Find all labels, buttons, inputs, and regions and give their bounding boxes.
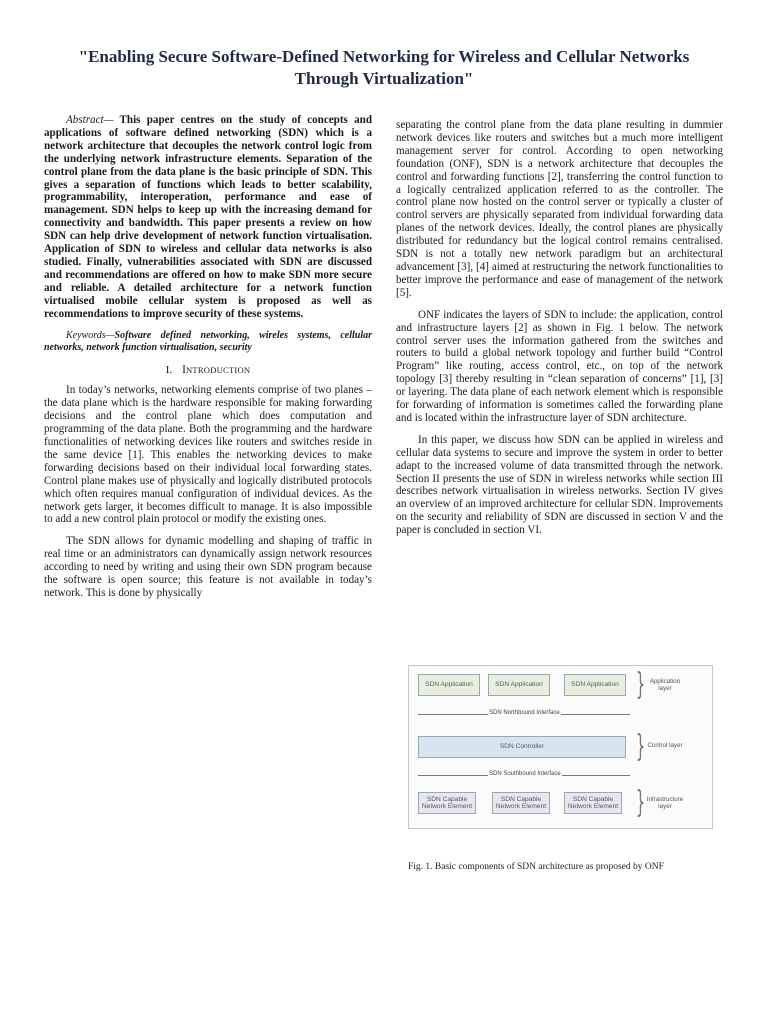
sdn-application-box-1: SDN Application <box>418 674 480 696</box>
southbound-interface <box>418 771 630 781</box>
figure-sdn-architecture <box>408 665 713 829</box>
sdn-controller-box: SDN Controller <box>418 736 626 758</box>
keywords <box>44 330 372 355</box>
section-heading-introduction <box>44 364 372 377</box>
left-paragraph-2: The SDN allows for dynamic modelling and shaping of traffic in real time or an administrators can dynamically assign network resources according to need by writing and using their own SDN program because the software is open source; this feature is not available in today’s network. This is done by physically <box>44 535 372 599</box>
section-title-initial: I <box>182 363 186 376</box>
northbound-interface <box>418 710 630 720</box>
keywords-text: Software defined networking, wireles systems, cellular networks, network function virtualisation, security <box>44 329 372 353</box>
sdn-application-box-3: SDN Application <box>564 674 626 696</box>
title-line-1: "Enabling Secure Software-Defined Networking for Wireless and Cellular Networks <box>78 47 690 66</box>
right-column <box>396 119 723 546</box>
keywords-lead: Keywords— <box>66 329 115 341</box>
network-element-box-2: SDN Capable Network Element <box>492 792 550 814</box>
section-number: I. <box>165 363 173 376</box>
layer-label-application: Application layer <box>649 678 681 693</box>
title-line-2: Through Virtualization" <box>294 69 474 88</box>
right-paragraph-1: separating the control plane from the data plane resulting in dummier network devices like routers and switches but a much more intelligent management server for control. According to open networking foundation (ONF), SDN is a network architecture that decouples the control and forwarding functions [2], transferring the control function to a logically centralized application referred to as the controller. The control plane now hosted on the control server or typically a cluster of control servers are physically separated from individual forwarding data planes of the network devices. Ideally, the control planes are physically distributed for redundancy but the logical control remains centralised. SDN is not a totally new network paradigm but an architectural advancement [3], [4] aimed at restructuring the network functionalities to better improve the performance and ease of management of the network [5]. <box>396 119 723 299</box>
section-title-rest: NTRODUCTION <box>186 364 251 375</box>
paper-title <box>40 46 728 90</box>
network-element-box-1: SDN Capable Network Element <box>418 792 476 814</box>
network-element-box-3: SDN Capable Network Element <box>564 792 622 814</box>
abstract <box>44 114 372 321</box>
left-paragraph-1: In today’s networks, networking elements comprise of two planes – the data plane which is the hardware responsible for making forwarding decisions and the control plane which does computation and programming of the data plane. Both the programming and the hardware functionalities of networking devices like routers and switches reside in the same device [1]. This enables the networking devices to make forwarding decisions based on their individual local forwarding states. Control plane makes use of physically and logically distributed protocols which often requires manual configuration of individual devices. As the network gets larger, it becomes difficult to manage. It is also impossible to add a new control plain protocol or modify the existing ones. <box>44 384 372 526</box>
abstract-lead: Abstract— <box>66 114 114 126</box>
northbound-label: SDN Northbound Interface <box>489 710 560 716</box>
brace-infrastructure: } <box>635 785 646 820</box>
brace-control: } <box>635 729 646 764</box>
right-paragraph-3: In this paper, we discuss how SDN can be applied in wireless and cellular data systems to secure and improve the system in order to better adapt to the increased volume of data transmitted through the network. Section II presents the use of SDN in wireless networks while section III describes network virtualisation in wireless networks. Section IV gives an overview of an improved architecture for cellular SDN. Improvements on the security and reliability of SDN are discussed in section V and the paper is concluded in section VI. <box>396 433 723 537</box>
figure-caption: Fig. 1. Basic components of SDN architecture as proposed by ONF <box>408 862 664 872</box>
layer-label-infrastructure: Infrastructure layer <box>646 796 684 811</box>
sdn-application-box-2: SDN Application <box>488 674 550 696</box>
abstract-text: This paper centres on the study of concepts and applications of software defined networking (SDN) which is a network architecture that decouples the network control logic from the underlying network infrastructure elements. Separation of the control plane from the data plane is the basic principle of SDN. This gives a separation of functions which leads to better scalability, programmability, interoperation, performance and ease of management. SDN helps to keep up with the increasing demand for connectivity and bandwidth. This paper presents a review on how SDN can help drive development of network function virtualisation. Application of SDN to wireless and cellular data networks is also studied. Finally, vulnerabilities associated with SDN are discussed and recommendations are offered on how to make SDN more secure and reliable. A detailed architecture for a network function virtualised mobile cellular system is proposed as well as recommendations to improve security of these systems. <box>44 114 372 320</box>
right-paragraph-2: ONF indicates the layers of SDN to include: the application, control and infrastructure layers [2] as shown in Fig. 1 below. The network control server uses the information gathered from the switches and routers to build a global network topology and further build “Control Program” like routing, access control, etc., on top of the network topology [3] thereby resulting in “clean separation of concerns” [1], [3] or layering. The data plane of each network element which is responsible for forwarding of information is sometimes called the forwarding plane and is located within the infrastructure layer of SDN architecture. <box>396 308 723 424</box>
left-column <box>44 114 372 609</box>
southbound-label: SDN Southbound Interface <box>489 771 561 777</box>
layer-label-control: Control layer <box>647 742 683 749</box>
brace-application: } <box>635 667 646 702</box>
